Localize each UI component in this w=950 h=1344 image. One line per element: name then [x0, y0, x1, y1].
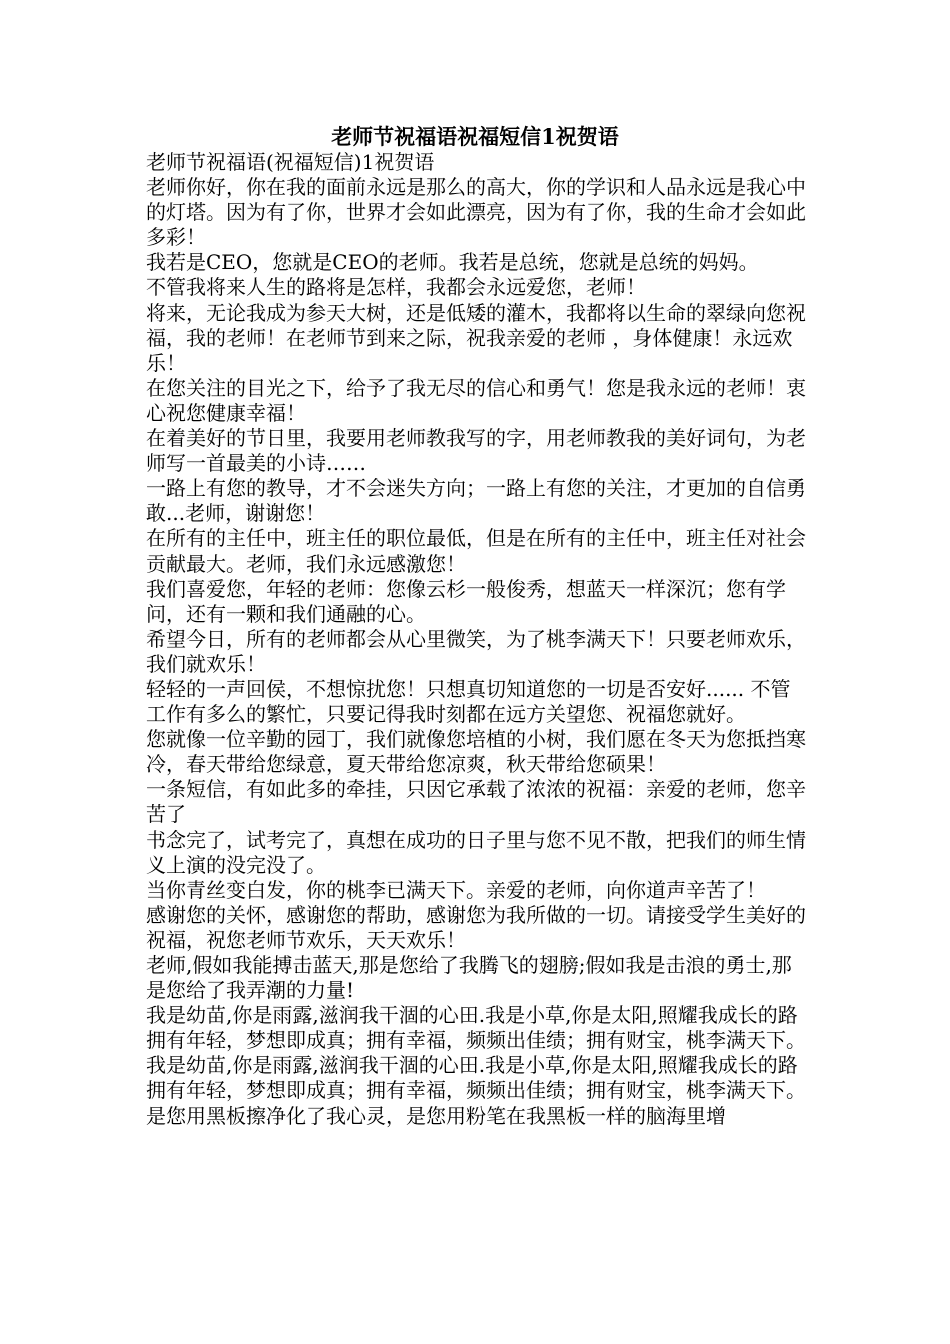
paragraph: 希望今日，所有的老师都会从心里微笑，为了桃李满天下！只要老师欢乐，我们就欢乐！ — [146, 626, 806, 676]
document-body — [146, 150, 810, 1129]
paragraph: 我是幼苗,你是雨露,滋润我干涸的心田.我是小草,你是太阳,照耀我成长的路拥有年轻，梦想即成真；拥有幸福，频频出佳绩；拥有财宝，桃李满天下。 — [146, 1053, 806, 1103]
paragraph: 一路上有您的教导，才不会迷失方向；一路上有您的关注，才更加的自信勇敢...老师，谢谢您！ — [146, 476, 806, 526]
paragraph: 是您用黑板擦净化了我心灵，是您用粉笔在我黑板一样的脑海里增 — [146, 1103, 726, 1128]
paragraph: 我们喜爱您，年轻的老师：您像云杉一般俊秀，想蓝天一样深沉；您有学问，还有一颗和我们通融的心。 — [146, 576, 786, 626]
paragraph: 我若是CEO，您就是CEO的老师。我若是总统，您就是总统的妈妈。 — [146, 250, 759, 275]
paragraph: 老师你好，你在我的面前永远是那么的高大，你的学识和人品永远是我心中的灯塔。因为有了你，世界才会如此漂亮，因为有了你，我的生命才会如此多彩！ — [146, 175, 806, 250]
paragraph: 一条短信，有如此多的牵挂，只因它承载了浓浓的祝福：亲爱的老师，您辛苦了 — [146, 777, 806, 827]
document-title: 老师节祝福语祝福短信1祝贺语 — [331, 124, 619, 149]
paragraph: 老师,假如我能搏击蓝天,那是您给了我腾飞的翅膀;假如我是击浪的勇士,那是您给了我弄潮的力量! — [146, 953, 792, 1003]
paragraph: 我是幼苗,你是雨露,滋润我干涸的心田.我是小草,你是太阳,照耀我成长的路拥有年轻，梦想即成真；拥有幸福，频频出佳绩；拥有财宝，桃李满天下。 — [146, 1003, 806, 1053]
paragraph: 将来，无论我成为参天大树，还是低矮的灌木，我都将以生命的翠绿向您祝福，我的老师！在老师节到来之际，祝我亲爱的老师 ，身体健康！永远欢乐！ — [146, 300, 806, 375]
paragraph: 不管我将来人生的路将是怎样，我都会永远爱您，老师！ — [146, 275, 646, 300]
paragraph: 老师节祝福语(祝福短信)1祝贺语 — [146, 150, 435, 174]
paragraph: 书念完了，试考完了，真想在成功的日子里与您不见不散，把我们的师生情义上演的没完没了。 — [146, 827, 806, 877]
paragraph: 当你青丝变白发，你的桃李已满天下。亲爱的老师，向你道声辛苦了！ — [146, 877, 766, 902]
paragraph: 轻轻的一声回侯，不想惊扰您！只想真切知道您的一切是否安好...... 不管工作有多么的繁忙，只要记得我时刻都在远方关望您、祝福您就好。 — [146, 676, 791, 727]
paragraph: 在您关注的目光之下，给予了我无尽的信心和勇气！您是我永远的老师！衷心祝您健康幸福！ — [146, 375, 806, 425]
paragraph: 您就像一位辛勤的园丁，我们就像您培植的小树，我们愿在冬天为您抵挡寒冷，春天带给您绿意，夏天带给您凉爽，秋天带给您硕果！ — [146, 727, 806, 777]
paragraph: 感谢您的关怀，感谢您的帮助，感谢您为我所做的一切。请接受学生美好的祝福，祝您老师节欢乐，天天欢乐！ — [146, 902, 806, 952]
paragraph: 在所有的主任中，班主任的职位最低，但是在所有的主任中，班主任对社会贡献最大。老师，我们永远感激您！ — [146, 526, 806, 576]
paragraph: 在着美好的节日里，我要用老师教我写的字，用老师教我的美好词句，为老师写一首最美的小诗…… — [146, 426, 806, 476]
